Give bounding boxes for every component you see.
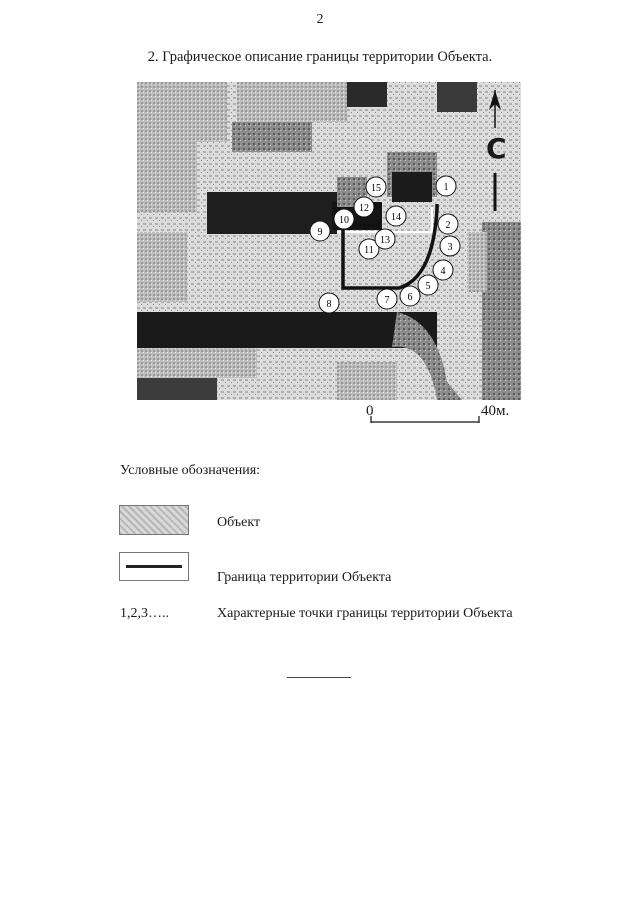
- point-13-label: 13: [380, 235, 390, 246]
- north-letter: С: [486, 132, 507, 165]
- aerial-map: [137, 82, 521, 400]
- point-1-label: 1: [443, 182, 449, 193]
- legend-title: Условные обозначения:: [120, 463, 261, 478]
- point-8-label: 8: [326, 299, 332, 310]
- point-6-label: 6: [407, 292, 413, 303]
- point-7-marker: [377, 289, 397, 309]
- legend-boundary-label: Граница территории Объекта: [217, 570, 392, 585]
- page-heading: 2. Графическое описание границы территории Объекта.: [147, 49, 493, 65]
- point-9-label: 9: [317, 227, 323, 238]
- point-13-marker: [375, 229, 395, 249]
- legend-boundary-line: [126, 565, 182, 568]
- point-5-label: 5: [425, 281, 431, 292]
- point-15-label: 15: [371, 183, 381, 194]
- point-1-marker: [436, 176, 456, 196]
- point-2-label: 2: [445, 220, 451, 231]
- point-3-label: 3: [447, 242, 453, 253]
- point-12-label: 12: [359, 203, 369, 214]
- scale-end-label: 40м.: [481, 403, 510, 419]
- point-2-marker: [438, 214, 458, 234]
- end-divider: [287, 677, 351, 678]
- scale-bar: [363, 403, 523, 429]
- boundary-points: [137, 82, 521, 400]
- point-4-marker: [433, 260, 453, 280]
- point-8-marker: [319, 293, 339, 313]
- point-5-marker: [418, 275, 438, 295]
- page-number: 2: [316, 12, 324, 27]
- scale-start-label: 0: [366, 403, 374, 419]
- legend-object-swatch: [119, 505, 189, 535]
- point-3-marker: [440, 236, 460, 256]
- point-6-marker: [400, 286, 420, 306]
- point-7-label: 7: [384, 295, 390, 306]
- point-11-label: 11: [364, 245, 374, 256]
- point-14-marker: [386, 206, 406, 226]
- point-10-marker: [334, 209, 354, 229]
- legend-points-example: 1,2,3…..: [120, 606, 169, 621]
- legend-object-label: Объект: [217, 515, 261, 530]
- point-4-label: 4: [440, 266, 446, 277]
- point-9-marker: [310, 221, 330, 241]
- point-15-marker: [366, 177, 386, 197]
- north-arrow: [484, 88, 506, 213]
- legend-points-label: Характерные точки границы территории Объекта: [217, 606, 513, 621]
- point-14-label: 14: [391, 212, 401, 223]
- point-10-label: 10: [339, 215, 349, 226]
- point-12-marker: [354, 197, 374, 217]
- legend-boundary-swatch: [119, 552, 189, 581]
